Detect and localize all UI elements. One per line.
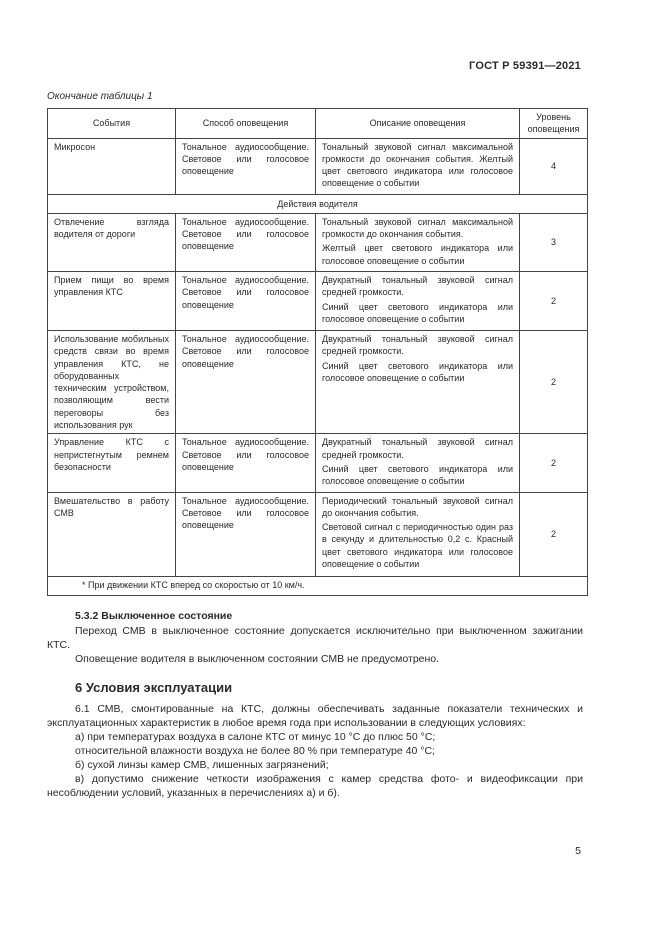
description-text: Двукратный тональный звуковой сигнал средней громкости. xyxy=(322,333,513,357)
level-cell: 2 xyxy=(520,492,588,576)
description-cell xyxy=(316,492,520,576)
method-cell: Тональное аудиосообщение. Световое или голосовое оповещение xyxy=(176,271,316,330)
description-text: Двукратный тональный звуковой сигнал средней громкости. xyxy=(322,274,513,298)
table-footnote-row xyxy=(48,576,588,595)
paragraph: Переход СМВ в выключенное состояние допускается исключительно при выключенном зажигании КТС. xyxy=(47,625,583,651)
table-row xyxy=(48,271,588,330)
description-text: Световой сигнал с периодичностью один раз в секунду и длительностью 0,2 с. Красный цвет светового индикатора или голосовое оповещение о событии xyxy=(322,522,513,570)
table-row xyxy=(48,492,588,576)
section-label: Действия водителя xyxy=(48,194,588,213)
description-text: Тональный звуковой сигнал максимальной громкости до окончания события. xyxy=(322,216,513,240)
table-caption: Окончание таблицы 1 xyxy=(47,91,153,102)
column-header-events: События xyxy=(48,109,176,139)
paragraph: Оповещение водителя в выключенном состоянии СМВ не предусмотрено. xyxy=(75,653,440,665)
method-cell: Тональное аудиосообщение. Световое или голосовое оповещение xyxy=(176,434,316,492)
table-header-row xyxy=(48,109,588,139)
description-cell xyxy=(316,330,520,433)
table-footnote: * При движении КТС вперед со скоростью от 10 км/ч. xyxy=(48,576,588,595)
event-cell: Использование мобильных средств связи во время управления КТС, не оборудованных техническим устройством, позволяющим вести переговоры без использования рук xyxy=(48,330,176,433)
description-text: Синий цвет светового индикатора или голосовое оповещение о событии xyxy=(322,360,513,383)
paragraph: 6.1 СМВ, смонтированные на КТС, должны обеспечивать заданные показатели технических и эксплуатационных характеристик в любое время года при использовании в следующих условиях: xyxy=(47,703,583,729)
event-cell: Микросон xyxy=(48,138,176,194)
description-text: Двукратный тональный звуковой сигнал средней громкости. xyxy=(322,437,513,460)
description-text: Желтый цвет светового индикатора или голосовое оповещение о событии xyxy=(322,243,513,266)
method-cell: Тональное аудиосообщение. Световое или голосовое оповещение xyxy=(176,492,316,576)
description-cell xyxy=(316,434,520,492)
list-item: относительной влажности воздуха не более 80 % при температуре 40 °С; xyxy=(75,745,435,757)
level-cell: 4 xyxy=(520,138,588,194)
column-header-level: Уровень оповещения xyxy=(520,109,588,139)
event-cell: Управление КТС с непристегнутым ремнем безопасности xyxy=(48,434,176,492)
description-cell xyxy=(316,138,520,194)
event-cell: Вмешательство в работу СМВ xyxy=(48,492,176,576)
event-cell: Отвлечение взгляда водителя от дороги xyxy=(48,213,176,271)
table-row xyxy=(48,213,588,271)
section-heading-6: 6 Условия эксплуатации xyxy=(75,680,233,695)
description-cell xyxy=(316,213,520,271)
description-text: Синий цвет светового индикатора или голосовое оповещение о событии xyxy=(322,301,513,324)
method-cell: Тональное аудиосообщение. Световое или голосовое оповещение xyxy=(176,138,316,194)
section-heading-532: 5.3.2 Выключенное состояние xyxy=(75,610,233,622)
method-cell: Тональное аудиосообщение. Световое или голосовое оповещение xyxy=(176,213,316,271)
notification-table xyxy=(47,108,588,596)
method-cell: Тональное аудиосообщение. Световое или голосовое оповещение xyxy=(176,330,316,433)
description-text: Тональный звуковой сигнал максимальной громкости до окончания события. Желтый цвет светового индикатора или голосовое оповещение о событии xyxy=(322,141,513,189)
table-row xyxy=(48,434,588,492)
event-cell: Прием пищи во время управления КТС xyxy=(48,271,176,330)
table-row xyxy=(48,138,588,194)
description-text: Периодический тональный звуковой сигнал до окончания события. xyxy=(322,495,513,518)
level-cell: 2 xyxy=(520,271,588,330)
level-cell: 3 xyxy=(520,213,588,271)
column-header-method: Способ оповещения xyxy=(176,109,316,139)
page-number: 5 xyxy=(575,845,581,857)
table-row xyxy=(48,330,588,433)
table-section-row xyxy=(48,194,588,213)
list-item: в) допустимо снижение четкости изображения с камер средства фото- и видеофиксации при несоблюдении условий, указанных в перечислениях а) и б). xyxy=(47,773,583,799)
document-standard-number: ГОСТ Р 59391—2021 xyxy=(469,60,581,72)
description-cell xyxy=(316,271,520,330)
level-cell: 2 xyxy=(520,330,588,433)
list-item: а) при температурах воздуха в салоне КТС от минус 10 °С до плюс 50 °С; xyxy=(75,731,436,743)
level-cell: 2 xyxy=(520,434,588,492)
list-item: б) сухой линзы камер СМВ, лишенных загрязнений; xyxy=(75,759,329,771)
column-header-description: Описание оповещения xyxy=(316,109,520,139)
description-text: Синий цвет светового индикатора или голосовое оповещение о событии xyxy=(322,463,513,487)
